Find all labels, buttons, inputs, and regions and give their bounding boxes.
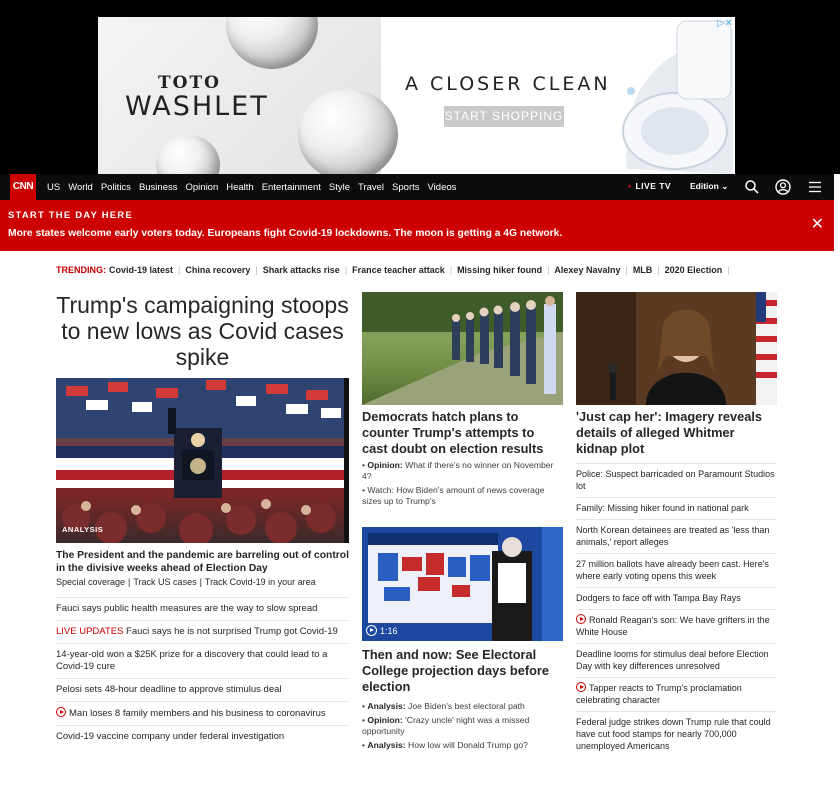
list-item[interactable] [576,587,777,609]
list-item[interactable] [56,701,349,725]
list-item-text: 14-year-old won a $25K prize for a discovery that could lead to a Covid-19 cure [56,649,328,672]
nav-link-us[interactable]: US [47,181,61,193]
list-item-text: Ronald Reagan's son: We have grifters in the White House [576,615,770,637]
toilet-seat-image [617,19,733,174]
third-column-list [576,463,777,757]
banner-heading: START THE DAY HERE [8,210,133,221]
voters-line-photo [362,292,563,405]
nav-link-travel[interactable]: Travel [358,181,385,193]
trending-label: TRENDING: [56,265,106,275]
lead-column [56,290,349,748]
trending-item[interactable]: France teacher attack [352,265,445,275]
list-item-text: Fauci says he is not surprised Trump got Covid-19 [126,626,338,637]
nav-link-opinion[interactable]: Opinion [185,181,219,193]
whitmer-image[interactable] [576,292,777,405]
video-play-icon [576,682,586,692]
start-shopping-button[interactable]: START SHOPPING [444,106,564,127]
list-item-text: Dodgers to face off with Tampa Bay Rays [576,593,741,603]
story-headline[interactable]: Then and now: See Electoral College projection days before election [362,647,550,694]
trending-item[interactable]: Shark attacks rise [262,265,340,275]
lead-image[interactable] [56,378,349,543]
edition-dropdown[interactable] [690,181,728,192]
lead-story-list [56,597,349,748]
cnn-logo[interactable]: CNN [10,174,36,200]
list-item[interactable] [576,553,777,587]
bullet-text: Joe Biden's best electoral path [408,701,525,711]
trending-item[interactable]: Covid-19 latest [109,265,174,275]
video-duration-badge [366,625,398,636]
track-covid-link[interactable]: Track Covid-19 in your area [204,577,316,587]
live-updates-label: LIVE UPDATES [56,626,124,637]
trending-item[interactable]: Alexey Navalny [554,265,621,275]
trending-item[interactable]: China recovery [185,265,251,275]
lead-subheadline[interactable]: The President and the pandemic are barreling out of control in the divisive weeks ahead of Election Day [56,550,349,574]
list-item-text: Deadline looms for stimulus deal before Election Day with key differences unresolved [576,649,769,671]
nav-link-business[interactable]: Business [138,181,178,193]
third-column [576,292,777,757]
banner-text[interactable]: More states welcome early voters today. Europeans fight Covid-19 lockdowns. The moon is getting a 4G network. [8,228,563,239]
edition-label: Edition [690,181,719,191]
list-item[interactable] [56,678,349,701]
trending-item[interactable]: MLB [632,265,653,275]
special-coverage-link[interactable]: Special coverage [56,577,126,587]
nav-link-world[interactable]: World [68,181,93,193]
ad-banner-area [0,0,840,174]
list-item[interactable] [576,677,777,711]
list-item[interactable] [576,643,777,677]
story-bullet[interactable]: • Opinion: 'Crazy uncle' night was a missed opportunity [362,715,530,736]
video-duration: 1:16 [380,625,398,636]
story-headline[interactable]: 'Just cap her': Imagery reveals details of alleged Whitmer kidnap plot [576,409,763,456]
rally-photo [56,378,349,543]
list-item-text: Fauci says public health measures are the way to slow spread [56,603,318,614]
nav-link-health[interactable]: Health [226,181,254,193]
live-tv-label: LIVE TV [635,181,672,191]
trending-item[interactable]: Missing hiker found [457,265,543,275]
bullet-prefix: Opinion: [367,460,403,470]
list-item[interactable] [56,620,349,643]
chevron-down-icon: ⌄ [721,181,729,191]
list-item-text: Police: Suspect barricaded on Paramount Studios lot [576,469,775,491]
voters-line-image[interactable] [362,292,563,405]
story-headline[interactable]: Democrats hatch plans to counter Trump's attempts to cast doubt on election results [362,409,544,456]
story-bullet[interactable]: • Analysis: How low will Donald Trump go? [362,740,528,750]
ad-brand-top: TOTO [158,73,221,93]
list-item[interactable] [576,711,777,757]
play-circle-icon [366,625,377,636]
search-icon[interactable] [744,179,760,195]
list-item[interactable] [576,519,777,553]
adchoices-icon[interactable]: ▷✕ [716,18,733,29]
list-item-text: North Korean detainees are treated as 'less than animals,' report alleges [576,525,770,547]
ad-tagline: A CLOSER CLEAN [405,73,611,95]
bullet-text: 'Crazy uncle' night was a missed opportunity [362,715,530,736]
bullet-prefix: Analysis: [367,740,406,750]
list-item[interactable] [576,497,777,519]
whitmer-photo [576,292,777,405]
lead-related-links: Special coverage | Track US cases | Track Covid-19 in your area [56,577,316,587]
list-item-text: Family: Missing hiker found in national park [576,503,749,513]
nav-link-politics[interactable]: Politics [100,181,131,193]
list-item[interactable] [56,643,349,678]
list-item-text: Covid-19 vaccine company under federal investigation [56,731,285,742]
list-item[interactable] [576,609,777,643]
top-navigation [0,174,834,200]
nav-link-sports[interactable]: Sports [392,181,420,193]
list-item-text: Tapper reacts to Trump's proclamation celebrating character [576,683,742,705]
story-bullet[interactable]: • Opinion: What if there's no winner on November 4? [362,460,554,481]
trending-item[interactable]: 2020 Election [664,265,723,275]
nav-link-entertainment[interactable]: Entertainment [261,181,321,193]
bullet-text: What if there's no winner on November 4? [362,460,554,481]
toto-washlet-ad[interactable] [98,17,735,174]
list-item-text: Federal judge strikes down Trump rule that could have cut food stamps for nearly 700,000 unemployed Americans [576,717,771,751]
video-play-icon [56,707,66,717]
electoral-video[interactable] [362,527,563,641]
account-icon[interactable] [775,179,791,195]
close-icon[interactable]: ✕ [810,216,824,233]
second-column [362,292,563,751]
menu-icon[interactable] [807,179,823,195]
bullet-text: How low will Donald Trump go? [408,740,528,750]
nav-link-videos[interactable]: Videos [427,181,457,193]
ad-brand-main: WASHLET [125,91,269,122]
track-us-cases-link[interactable]: Track US cases [133,577,197,587]
nav-link-style[interactable]: Style [328,181,350,193]
start-the-day-banner[interactable] [0,200,834,251]
bullet-prefix: Opinion: [367,715,403,725]
list-item-text: Pelosi sets 48-hour deadline to approve stimulus deal [56,684,282,695]
list-item[interactable] [576,463,777,497]
video-play-icon [576,614,586,624]
list-item[interactable] [56,597,349,620]
lead-headline[interactable]: Trump's campaigning stoops to new lows as Covid cases spike [56,292,349,370]
trending-bar: TRENDING: Covid-19 latest | China recovery | Shark attacks rise | France teacher attack | Missing hiker found | Alexey Navalny | MLB | 2020 Election | [56,265,730,275]
list-item-text: 27 million ballots have already been cast. Here's where early voting opens this week [576,559,769,581]
story-bullet[interactable]: • Analysis: Joe Biden's best electoral path [362,701,525,711]
bullet-prefix: Analysis: [367,701,406,711]
story-bullet[interactable]: • Watch: How Biden's amount of news coverage sizes up to Trump's [362,485,545,506]
analysis-tag: ANALYSIS [62,525,104,534]
live-tv-link[interactable] [628,181,671,191]
electoral-map-photo [362,527,563,641]
live-dot-icon: • [628,181,632,191]
nav-links [47,174,464,200]
list-item-text: Man loses 8 family members and his business to coronavirus [69,708,326,719]
list-item[interactable] [56,725,349,748]
bullet-text: Watch: How Biden's amount of news coverage sizes up to Trump's [362,485,545,506]
